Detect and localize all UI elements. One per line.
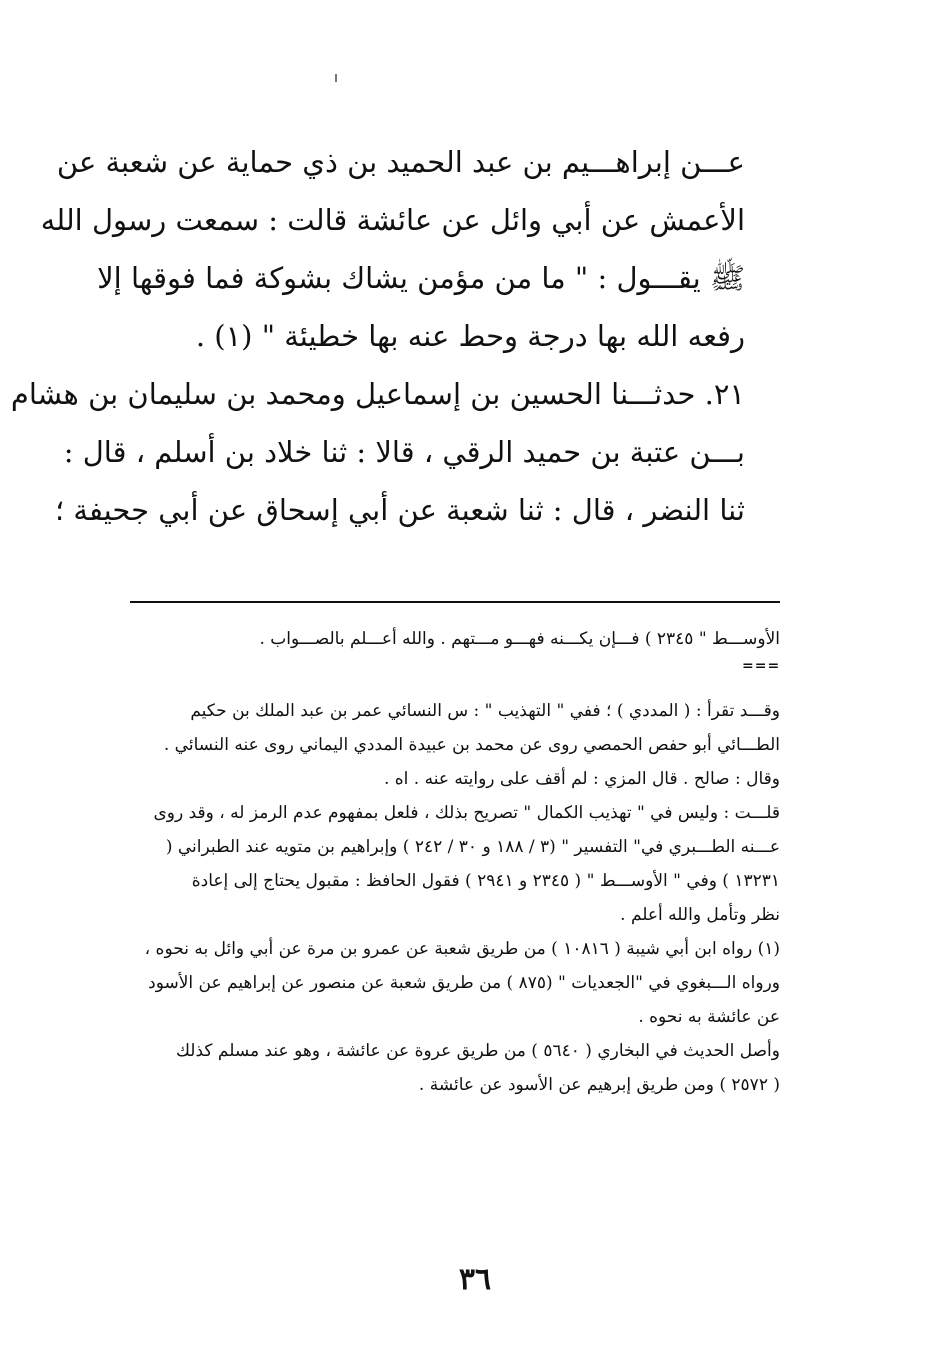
footnote-line: ( ٢٥٧٢ ) ومن طريق إبرهيم عن الأسود عن عائشة .: [418, 1075, 780, 1095]
main-line: بـــن عتبة بن حميد الرقي ، قالا : ثنا خلاد بن أسلم ، قال :: [63, 435, 745, 469]
main-line: الأعمش عن أبي وائل عن عائشة قالت : سمعت رسول الله: [40, 203, 745, 237]
footnote-continuation: الأوســـط " ٢٣٤٥ ) فـــإن يكـــنه فهـــو مـــتهم . والله أعـــلم بالصـــواب .: [259, 629, 780, 649]
footnote-line: وقال : صالح . قال المزي : لم أقف على روايته عنه . اه .: [383, 769, 780, 789]
footnote-1-line: عن عائشة به نحوه .: [638, 1007, 780, 1027]
footnotes: [130, 622, 780, 1102]
main-line: ثنا النضر ، قال : ثنا شعبة عن أبي إسحاق عن أبي جحيفة ؛: [54, 493, 745, 527]
footnote-line: عـــنه الطـــبري في" التفسير " (٣ / ١٨٨ و ٣٠ / ٢٤٢ ) وإبراهيم بن متويه عند الطبراني (: [165, 837, 780, 857]
footnote-line: وأصل الحديث في البخاري ( ٥٦٤٠ ) من طريق عروة عن عائشة ، وهو عند مسلم كذلك: [175, 1041, 780, 1061]
footnote-rule: [130, 601, 780, 603]
footnote-line: نظر وتأمل والله أعلم .: [620, 905, 780, 925]
footnote-1-line: (١) رواه ابن أبي شيبة ( ١٠٨١٦ ) من طريق شعبة عن عمرو بن مرة عن أبي وائل به نحوه ،: [144, 939, 780, 959]
footnote-1-line: ورواه الـــبغوي في "الجعديات " (٨٧٥ ) من طريق شعبة عن منصور عن إبراهيم عن الأسود: [148, 973, 780, 993]
footnote-line: ١٣٢٣١ ) وفي " الأوســـط " ( ٢٣٤٥ و ٢٩٤١ ) فقول الحافظ : مقبول يحتاج إلى إعادة: [191, 871, 780, 891]
footnote-separator: ===: [742, 658, 781, 674]
main-line: رفعه الله بها درجة وحط عنه بها خطيئة " (١) .: [195, 319, 745, 353]
main-line: عـــن إبراهـــيم بن عبد الحميد بن ذي حماية عن شعبة عن: [56, 145, 745, 179]
footnote-line: قلـــت : وليس في " تهذيب الكمال " تصريح بذلك ، فلعل بمفهوم عدم الرمز له ، وقد روى: [153, 803, 780, 823]
main-line: ﷺ يقـــول : " ما من مؤمن يشاك بشوكة فما فوقها إلا: [97, 261, 745, 295]
footnote-line: الطـــائي أبو حفص الحمصي روى عن محمد بن عبيدة المددي اليماني روى عنه النسائي .: [163, 735, 780, 755]
main-text: [10, 133, 745, 539]
page-number: ٣٦: [458, 1262, 492, 1297]
scan-speck: [335, 74, 337, 82]
footnote-line: وقـــد تقرأ : ( المددي ) ؛ ففي " التهذيب " : س النسائي عمر بن عبد الملك بن حكيم: [190, 701, 780, 721]
hadith-21-line: ٢١. حدثـــنا الحسين بن إسماعيل ومحمد بن سليمان بن هشام: [10, 377, 745, 411]
